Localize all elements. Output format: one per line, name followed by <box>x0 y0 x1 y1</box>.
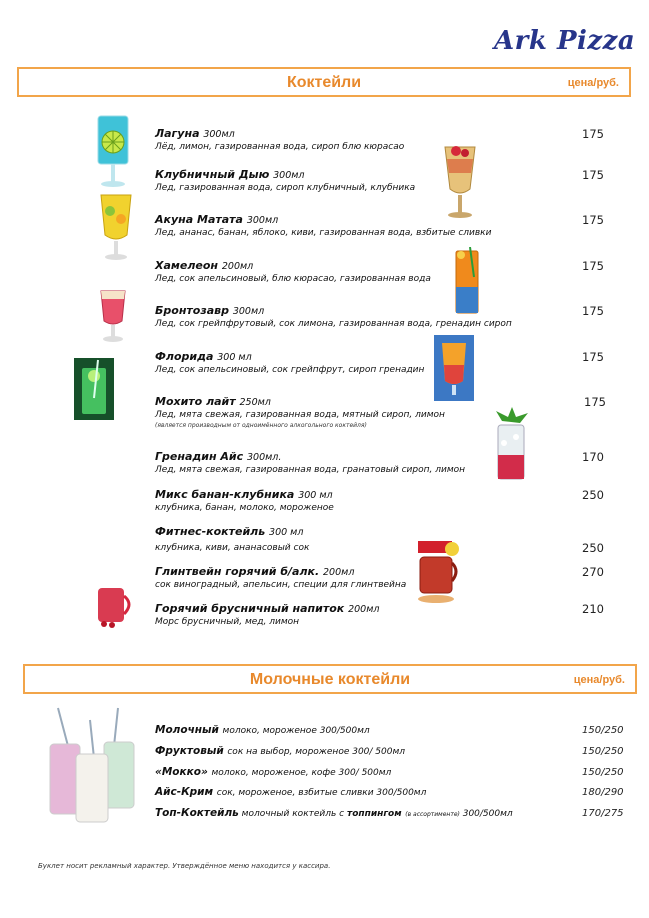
menu-item <box>155 565 615 590</box>
menu-item <box>155 602 615 627</box>
item-name: Бронтозавр <box>155 304 229 317</box>
item-volume: 300мл <box>246 215 279 226</box>
item-description: клубника, банан, молоко, мороженое <box>155 503 334 513</box>
item-volume: 300/500мл <box>459 809 513 819</box>
item-volume: 200мл <box>348 604 380 615</box>
item-name: Хамелеон <box>155 259 219 272</box>
item-description: клубника, киви, ананасовый сок <box>155 543 310 553</box>
item-description: Лед, ананас, банан, яблоко, киви, газированная вода, взбитые сливки <box>155 228 492 238</box>
item-price: 250 <box>582 541 604 555</box>
item-name: Горячий брусничный напиток <box>155 602 345 615</box>
item-volume: 200мл <box>221 261 254 272</box>
item-name: «Мокко» <box>155 766 208 778</box>
menu-item <box>155 127 615 152</box>
item-name: Мохито лайт <box>155 395 236 408</box>
cocktails-title: Коктейли <box>286 74 362 91</box>
item-volume: 300мл. <box>246 452 282 463</box>
item-price: 150/250 <box>582 725 624 736</box>
item-description: Лед, сок грейпфрутовый, сок лимона, газированная вода, гренадин сироп <box>155 319 512 329</box>
mojito-drink-image <box>74 358 114 420</box>
item-price: 175 <box>582 350 604 364</box>
item-price: 180/290 <box>582 787 624 798</box>
menu-item <box>155 304 615 329</box>
item-volume: 200мл <box>323 567 355 578</box>
item-price: 175 <box>582 304 604 318</box>
milkshakes-image <box>44 706 140 824</box>
item-volume: 300 мл <box>298 490 333 501</box>
menu-item <box>155 525 615 553</box>
item-description: Морс брусничный, мед, лимон <box>155 617 299 627</box>
milkshake-item <box>155 766 615 778</box>
item-description: молочный коктейль с <box>238 809 347 819</box>
menu-item <box>155 395 615 429</box>
item-description: Лед, сок апельсиновый, сок грейпфрут, сироп гренадин <box>155 365 425 375</box>
lingonberry-drink-image <box>94 580 136 628</box>
item-description: Лед, мята свежая, газированная вода, гранатовый сироп, лимон <box>155 465 465 475</box>
menu-item <box>155 350 615 375</box>
item-description: сок виноградный, апельсин, специи для глинтвейна <box>155 580 407 590</box>
item-description: молоко, мороженое, кофе 300/ 500мл <box>211 768 392 778</box>
item-name: Гренадин Айс <box>155 450 244 463</box>
item-description: сок, мороженое, взбитые сливки 300/500мл <box>216 788 427 798</box>
milkshake-item <box>155 786 615 798</box>
item-price: 270 <box>582 565 604 579</box>
item-topping: топпингом <box>346 809 402 819</box>
item-price: 175 <box>584 395 606 409</box>
item-price: 150/250 <box>582 746 624 757</box>
milkshake-item <box>155 724 615 736</box>
item-description: Лёд, лимон, газированная вода, сироп блю кюрасао <box>155 142 405 152</box>
menu-item <box>155 168 615 193</box>
footer-disclaimer: Буклет носит рекламный характер. Утверждённое меню находится у кассира. <box>38 862 331 870</box>
item-name: Клубничный Дыю <box>155 168 270 181</box>
item-price: 175 <box>582 213 604 227</box>
menu-item <box>155 488 615 513</box>
item-name: Флорида <box>155 350 214 363</box>
item-description: Лед, мята свежая, газированная вода, мятный сироп, лимон <box>155 410 445 420</box>
item-name: Акуна Матата <box>155 213 243 226</box>
menu-item <box>155 259 615 284</box>
milkshake-item <box>155 807 615 819</box>
laguna-drink-image <box>95 114 131 190</box>
item-name: Фруктовый <box>155 745 224 757</box>
brand-logo: Ark Pizza <box>494 26 636 56</box>
item-price: 175 <box>582 259 604 273</box>
item-description: Лед, газированная вода, сироп клубничный, клубника <box>155 183 416 193</box>
milkshakes-title: Молочные коктейли <box>249 671 411 688</box>
milkshake-item <box>155 745 615 757</box>
item-volume: 300мл <box>273 170 305 181</box>
item-price: 210 <box>582 602 604 616</box>
menu-item <box>155 213 615 238</box>
cocktails-price-header: цена/руб. <box>567 77 619 89</box>
item-name: Фитнес-коктейль <box>155 525 266 538</box>
item-price: 175 <box>582 168 604 182</box>
item-volume: 300 мл <box>217 352 252 363</box>
milkshakes-header <box>23 664 637 694</box>
item-note: (является производным от одноимённого алкогольного коктейля) <box>155 422 367 429</box>
item-topping-note: (в ассортименте) <box>405 811 460 818</box>
menu-item <box>155 450 615 475</box>
item-name: Глинтвейн горячий б/алк. <box>155 565 320 578</box>
item-price: 250 <box>582 488 604 502</box>
item-name: Топ-Коктейль <box>155 807 239 819</box>
item-price: 150/250 <box>582 767 624 778</box>
item-name: Лагуна <box>155 127 200 140</box>
item-name: Айс-Крим <box>155 786 214 798</box>
item-name: Молочный <box>155 724 219 736</box>
item-name: Микс банан-клубника <box>155 488 295 501</box>
akuna-matata-drink-image <box>99 191 133 263</box>
cocktails-header <box>17 67 631 97</box>
item-volume: 300мл <box>203 129 235 140</box>
item-description: молоко, мороженое 300/500мл <box>222 726 370 736</box>
item-price: 175 <box>582 127 604 141</box>
item-volume: 300 мл <box>269 527 304 538</box>
brontosaurus-drink-image <box>98 283 128 345</box>
item-price: 170 <box>582 450 604 464</box>
milkshakes-price-header: цена/руб. <box>573 674 625 686</box>
item-price: 170/275 <box>582 808 624 819</box>
item-volume: 300мл <box>232 306 265 317</box>
item-volume: 250мл <box>239 397 271 408</box>
item-description: Лед, сок апельсиновый, блю кюрасао, газированная вода <box>155 274 431 284</box>
item-description: сок на выбор, мороженое 300/ 500мл <box>227 747 406 757</box>
